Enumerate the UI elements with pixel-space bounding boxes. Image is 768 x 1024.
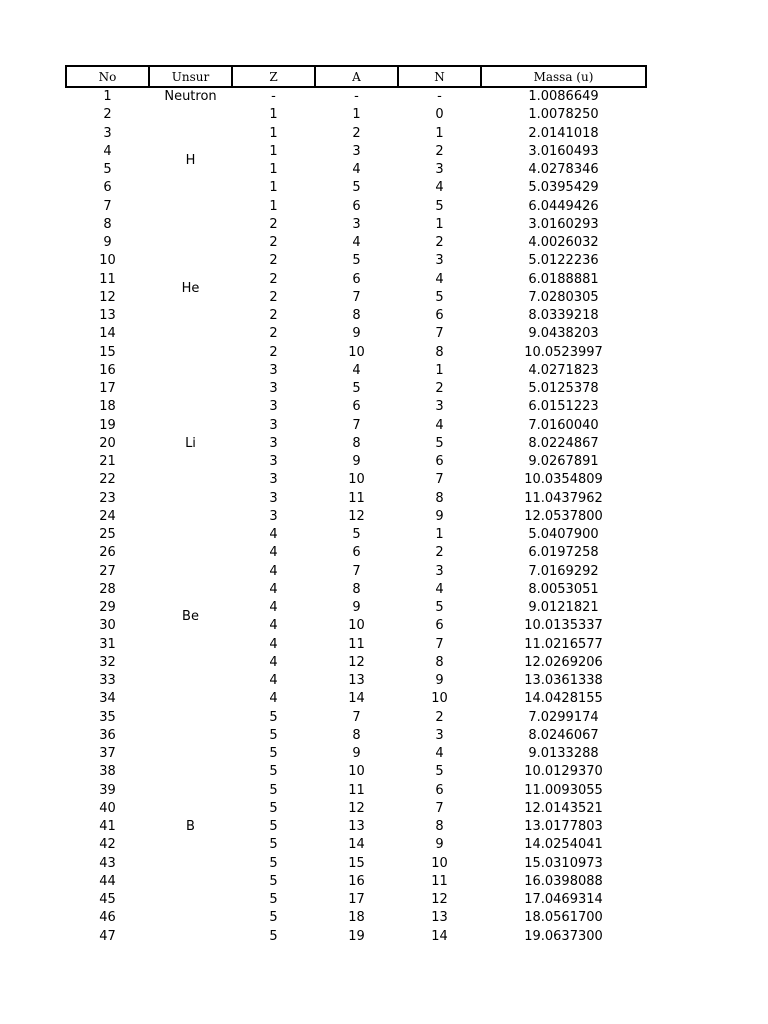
cell-z: 5 (269, 764, 278, 780)
cell-massa: 19.0637300 (524, 928, 603, 944)
cell-a: 8 (352, 435, 361, 451)
cell-n: 4 (435, 417, 444, 433)
cell-massa: 9.0267891 (528, 454, 599, 470)
cell-a: 2 (352, 125, 361, 141)
cell-a: 5 (352, 253, 361, 269)
cell-n: 3 (435, 162, 444, 178)
cell-n: 8 (435, 344, 444, 360)
cell-massa: 11.0216577 (524, 636, 603, 652)
cell-a: 7 (352, 289, 361, 305)
cell-no: 41 (99, 819, 116, 835)
cell-a: 7 (352, 417, 361, 433)
cell-z: 4 (269, 581, 278, 597)
cell-z: 3 (269, 362, 278, 378)
cell-a: 10 (348, 472, 365, 488)
cell-no: 35 (99, 709, 116, 725)
cell-z: 1 (269, 143, 278, 159)
cell-n: 10 (431, 691, 448, 707)
cell-n: 7 (435, 636, 444, 652)
cell-no: 22 (99, 472, 116, 488)
cell-a: 10 (348, 764, 365, 780)
cell-massa: 5.0407900 (528, 527, 599, 543)
header-n: N (398, 66, 481, 87)
cell-a: 5 (352, 381, 361, 397)
cell-n: 1 (435, 125, 444, 141)
cell-no: 37 (99, 746, 116, 762)
cell-massa: 8.0224867 (528, 435, 599, 451)
table-row (66, 106, 646, 124)
cell-a: 7 (352, 563, 361, 579)
cell-n: 9 (435, 673, 444, 689)
cell-unsur: H (185, 153, 196, 168)
cell-a: 8 (352, 727, 361, 743)
cell-z: 3 (269, 490, 278, 506)
cell-z: - (271, 89, 276, 105)
cell-a: 9 (352, 746, 361, 762)
cell-massa: 6.0197258 (528, 545, 599, 561)
cell-no: 45 (99, 892, 116, 908)
cell-n: 8 (435, 654, 444, 670)
cell-z: 3 (269, 472, 278, 488)
cell-no: 47 (99, 928, 116, 944)
table-row (66, 362, 646, 380)
cell-z: 5 (269, 727, 278, 743)
cell-n: 4 (435, 271, 444, 287)
cell-n: 2 (435, 709, 444, 725)
isotope-mass-table (65, 65, 647, 946)
cell-a: - (354, 89, 359, 105)
cell-no: 28 (99, 581, 116, 597)
cell-no: 5 (103, 162, 112, 178)
cell-n: 2 (435, 381, 444, 397)
cell-z: 2 (269, 344, 278, 360)
cell-a: 4 (352, 162, 361, 178)
cell-massa: 4.0271823 (528, 362, 599, 378)
cell-massa: 10.0354809 (524, 472, 603, 488)
cell-massa: 14.0254041 (524, 837, 603, 853)
cell-no: 27 (99, 563, 116, 579)
cell-n: 3 (435, 727, 444, 743)
cell-massa: 11.0093055 (524, 782, 603, 798)
cell-massa: 1.0086649 (528, 89, 599, 105)
cell-massa: 7.0299174 (528, 709, 599, 725)
cell-no: 8 (103, 216, 112, 232)
cell-n: 11 (431, 873, 448, 889)
cell-massa: 12.0537800 (524, 508, 603, 524)
cell-n: 0 (435, 107, 444, 123)
cell-a: 11 (348, 490, 365, 506)
cell-no: 31 (99, 636, 116, 652)
cell-a: 3 (352, 216, 361, 232)
cell-z: 2 (269, 271, 278, 287)
cell-n: 6 (435, 618, 444, 634)
cell-a: 14 (348, 837, 365, 853)
cell-massa: 12.0143521 (524, 800, 603, 816)
cell-n: 6 (435, 308, 444, 324)
cell-a: 18 (348, 910, 365, 926)
cell-unsur: He (181, 280, 200, 296)
cell-n: 5 (435, 289, 444, 305)
cell-no: 16 (99, 362, 116, 378)
cell-no: 29 (99, 600, 116, 616)
cell-no: 46 (99, 910, 116, 926)
cell-z: 1 (269, 107, 278, 123)
cell-n: 2 (435, 143, 444, 159)
cell-n: 4 (435, 581, 444, 597)
cell-a: 6 (352, 399, 361, 415)
cell-massa: 4.0278346 (528, 162, 599, 178)
cell-no: 10 (99, 253, 116, 269)
cell-a: 5 (352, 527, 361, 543)
cell-no: 18 (99, 399, 116, 415)
cell-a: 5 (352, 180, 361, 196)
cell-n: 3 (435, 253, 444, 269)
cell-unsur: Be (182, 609, 199, 625)
cell-no: 3 (103, 125, 112, 141)
cell-a: 13 (348, 673, 365, 689)
cell-n: 14 (431, 928, 448, 944)
header-massa: Massa (u) (481, 66, 646, 87)
header-a: A (315, 66, 398, 87)
cell-massa: 1.0078250 (528, 107, 599, 123)
cell-a: 1 (352, 107, 361, 123)
cell-massa: 9.0133288 (528, 746, 599, 762)
cell-massa: 9.0121821 (528, 600, 599, 616)
cell-n: 9 (435, 508, 444, 524)
cell-n: 4 (435, 180, 444, 196)
cell-a: 11 (348, 636, 365, 652)
cell-a: 16 (348, 873, 365, 889)
cell-massa: 5.0122236 (528, 253, 599, 269)
cell-massa: 6.0151223 (528, 399, 599, 415)
cell-n: 3 (435, 399, 444, 415)
cell-no: 4 (103, 143, 112, 159)
cell-no: 36 (99, 727, 116, 743)
cell-unsur: Li (185, 435, 196, 451)
cell-n: 6 (435, 454, 444, 470)
header-row (66, 66, 646, 87)
cell-n: 6 (435, 782, 444, 798)
cell-z: 5 (269, 910, 278, 926)
cell-a: 8 (352, 581, 361, 597)
cell-massa: 10.0129370 (524, 764, 603, 780)
cell-no: 19 (99, 417, 116, 433)
cell-n: 1 (435, 216, 444, 232)
cell-massa: 15.0310973 (524, 855, 603, 871)
cell-z: 4 (269, 563, 278, 579)
cell-z: 4 (269, 636, 278, 652)
cell-no: 9 (103, 235, 112, 251)
cell-a: 3 (352, 143, 361, 159)
cell-z: 3 (269, 508, 278, 524)
cell-z: 5 (269, 837, 278, 853)
cell-no: 15 (99, 344, 116, 360)
cell-no: 30 (99, 618, 116, 634)
cell-z: 1 (269, 125, 278, 141)
cell-no: 11 (99, 271, 116, 287)
cell-no: 40 (99, 800, 116, 816)
cell-n: 5 (435, 198, 444, 214)
cell-z: 4 (269, 673, 278, 689)
cell-no: 43 (99, 855, 116, 871)
cell-no: 23 (99, 490, 116, 506)
cell-a: 13 (348, 819, 365, 835)
cell-a: 17 (348, 892, 365, 908)
cell-no: 33 (99, 673, 116, 689)
cell-massa: 12.0269206 (524, 654, 603, 670)
cell-z: 5 (269, 873, 278, 889)
cell-no: 39 (99, 782, 116, 798)
cell-massa: 6.0449426 (528, 198, 599, 214)
cell-no: 13 (99, 308, 116, 324)
cell-n: 12 (431, 892, 448, 908)
cell-z: 1 (269, 162, 278, 178)
cell-no: 7 (103, 198, 112, 214)
header-no: No (66, 66, 149, 87)
cell-a: 11 (348, 782, 365, 798)
cell-z: 3 (269, 381, 278, 397)
cell-z: 4 (269, 618, 278, 634)
cell-z: 3 (269, 399, 278, 415)
cell-a: 10 (348, 344, 365, 360)
cell-z: 5 (269, 800, 278, 816)
cell-z: 3 (269, 417, 278, 433)
table-row (66, 526, 646, 544)
cell-n: 8 (435, 819, 444, 835)
cell-z: 2 (269, 308, 278, 324)
cell-no: 34 (99, 691, 116, 707)
cell-a: 15 (348, 855, 365, 871)
cell-no: 42 (99, 837, 116, 853)
cell-massa: 13.0361338 (524, 673, 603, 689)
cell-n: 7 (435, 472, 444, 488)
cell-z: 2 (269, 289, 278, 305)
cell-z: 2 (269, 326, 278, 342)
cell-n: 7 (435, 326, 444, 342)
cell-massa: 14.0428155 (524, 691, 603, 707)
cell-a: 9 (352, 326, 361, 342)
cell-a: 6 (352, 545, 361, 561)
cell-z: 3 (269, 435, 278, 451)
cell-n: 1 (435, 362, 444, 378)
cell-no: 26 (99, 545, 116, 561)
cell-z: 5 (269, 782, 278, 798)
cell-massa: 3.0160493 (528, 143, 599, 159)
cell-massa: 11.0437962 (524, 490, 603, 506)
cell-massa: 13.0177803 (524, 819, 603, 835)
cell-a: 6 (352, 271, 361, 287)
cell-z: 4 (269, 691, 278, 707)
cell-z: 1 (269, 198, 278, 214)
cell-massa: 8.0053051 (528, 581, 599, 597)
cell-a: 4 (352, 235, 361, 251)
table-row (66, 216, 646, 234)
cell-n: 7 (435, 800, 444, 816)
cell-z: 5 (269, 746, 278, 762)
cell-a: 7 (352, 709, 361, 725)
cell-n: 2 (435, 545, 444, 561)
cell-no: 25 (99, 527, 116, 543)
cell-n: - (437, 89, 442, 105)
cell-a: 12 (348, 508, 365, 524)
cell-a: 10 (348, 618, 365, 634)
cell-a: 8 (352, 308, 361, 324)
cell-n: 2 (435, 235, 444, 251)
cell-massa: 5.0125378 (528, 381, 599, 397)
header-z: Z (232, 66, 315, 87)
cell-a: 9 (352, 454, 361, 470)
header-unsur: Unsur (149, 66, 232, 87)
cell-massa: 8.0246067 (528, 727, 599, 743)
cell-a: 6 (352, 198, 361, 214)
cell-no: 12 (99, 289, 116, 305)
cell-n: 1 (435, 527, 444, 543)
cell-a: 14 (348, 691, 365, 707)
cell-n: 8 (435, 490, 444, 506)
cell-a: 12 (348, 800, 365, 816)
cell-z: 5 (269, 892, 278, 908)
cell-massa: 8.0339218 (528, 308, 599, 324)
cell-n: 9 (435, 837, 444, 853)
cell-z: 4 (269, 527, 278, 543)
cell-massa: 17.0469314 (524, 892, 603, 908)
cell-no: 6 (103, 180, 112, 196)
cell-massa: 10.0523997 (524, 344, 603, 360)
cell-no: 14 (99, 326, 116, 342)
cell-no: 38 (99, 764, 116, 780)
cell-unsur: B (186, 819, 195, 835)
cell-massa: 2.0141018 (528, 125, 599, 141)
cell-massa: 6.0188881 (528, 271, 599, 287)
cell-z: 2 (269, 253, 278, 269)
cell-a: 19 (348, 928, 365, 944)
cell-massa: 16.0398088 (524, 873, 603, 889)
cell-z: 2 (269, 235, 278, 251)
cell-n: 13 (431, 910, 448, 926)
cell-a: 9 (352, 600, 361, 616)
cell-z: 4 (269, 600, 278, 616)
table-row (66, 709, 646, 727)
cell-n: 3 (435, 563, 444, 579)
cell-z: 5 (269, 819, 278, 835)
cell-massa: 7.0280305 (528, 289, 599, 305)
cell-n: 4 (435, 746, 444, 762)
cell-massa: 4.0026032 (528, 235, 599, 251)
cell-no: 44 (99, 873, 116, 889)
cell-no: 21 (99, 454, 116, 470)
cell-no: 24 (99, 508, 116, 524)
cell-z: 5 (269, 928, 278, 944)
cell-no: 2 (103, 107, 112, 123)
cell-z: 1 (269, 180, 278, 196)
cell-massa: 7.0169292 (528, 563, 599, 579)
cell-massa: 18.0561700 (524, 910, 603, 926)
table-row (66, 87, 646, 106)
cell-a: 4 (352, 362, 361, 378)
cell-n: 5 (435, 764, 444, 780)
cell-z: 4 (269, 545, 278, 561)
table-body (66, 87, 646, 946)
cell-no: 1 (103, 89, 112, 105)
cell-z: 5 (269, 855, 278, 871)
cell-n: 5 (435, 435, 444, 451)
cell-no: 17 (99, 381, 116, 397)
cell-no: 20 (99, 435, 116, 451)
cell-n: 10 (431, 855, 448, 871)
cell-massa: 10.0135337 (524, 618, 603, 634)
cell-z: 5 (269, 709, 278, 725)
cell-unsur: Neutron (164, 89, 217, 105)
cell-massa: 3.0160293 (528, 216, 599, 232)
cell-massa: 5.0395429 (528, 180, 599, 196)
cell-a: 12 (348, 654, 365, 670)
cell-massa: 9.0438203 (528, 326, 599, 342)
cell-z: 3 (269, 454, 278, 470)
cell-massa: 7.0160040 (528, 417, 599, 433)
cell-n: 5 (435, 600, 444, 616)
cell-no: 32 (99, 654, 116, 670)
cell-z: 4 (269, 654, 278, 670)
cell-z: 2 (269, 216, 278, 232)
